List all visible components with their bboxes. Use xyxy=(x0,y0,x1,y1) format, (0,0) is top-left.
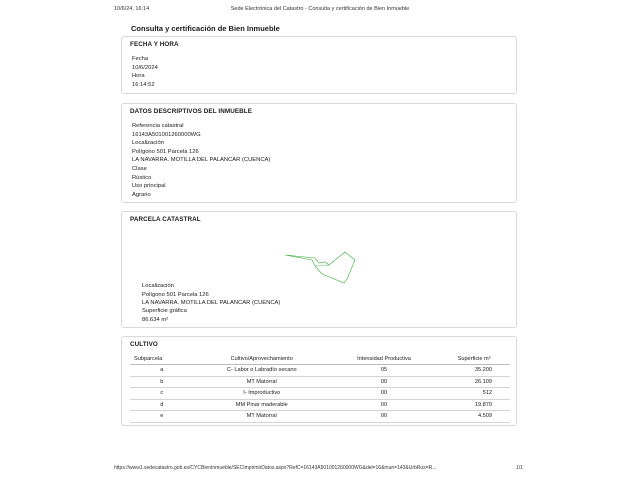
superficie-cell: 4.509 xyxy=(438,411,510,423)
superficie-value: 86.634 m² xyxy=(142,316,169,323)
superficie-label: Superficie gráfica xyxy=(142,308,187,314)
intensidad-cell: 05 xyxy=(330,365,438,377)
cultivo-title: CULTIVO xyxy=(130,341,158,348)
print-page-number: 1/1 xyxy=(516,465,523,471)
localizacion-field xyxy=(132,139,270,165)
table-row xyxy=(130,388,510,400)
fecha-hora-card xyxy=(121,36,517,94)
cultivo-header-row xyxy=(130,354,510,365)
fecha-label: Fecha xyxy=(132,56,149,62)
fecha-value: 10/6/2024 xyxy=(132,64,158,71)
referencia-value: 16143A501001260000WG xyxy=(132,131,201,138)
parcela-localizacion-value-1: Polígono 501 Parcela 126 xyxy=(142,291,209,298)
page-title: Consulta y certificación de Bien Inmueble xyxy=(131,24,280,33)
intensidad-cell: 00 xyxy=(330,399,438,411)
superficie-cell: 19.870 xyxy=(438,399,510,411)
hora-value: 16:14:52 xyxy=(132,81,155,88)
fecha-field xyxy=(132,55,158,72)
table-row xyxy=(130,411,510,423)
subparcela-cell: a xyxy=(130,365,194,377)
parcel-subdivision-line xyxy=(315,265,329,266)
col-superficie: Superficie m² xyxy=(438,354,510,365)
parcela-catastral-card xyxy=(121,211,517,328)
col-cultivo: Cultivo/Aprovechamiento xyxy=(194,354,330,365)
superficie-cell: 512 xyxy=(438,388,510,400)
cultivo-cell: MM Pinar maderable xyxy=(194,399,330,411)
localizacion-value-2: LA NAVARRA. MOTILLA DEL PALANCAR (CUENCA) xyxy=(132,157,271,164)
referencia-label: Referencia catastral xyxy=(132,123,184,129)
hora-field xyxy=(132,72,155,89)
col-subparcela: Subparcela xyxy=(130,354,194,365)
subparcela-cell: b xyxy=(130,376,194,388)
table-row xyxy=(130,399,510,411)
parcel-map xyxy=(282,234,362,284)
uso-field xyxy=(132,182,166,199)
cultivo-cell: MT Matorral xyxy=(194,411,330,423)
datos-descriptivos-card xyxy=(121,103,517,203)
col-intensidad: Intensidad Productiva xyxy=(330,354,438,365)
cultivo-cell: MT Matorral xyxy=(194,376,330,388)
parcela-localizacion-field xyxy=(142,282,280,308)
hora-label: Hora xyxy=(132,73,145,79)
superficie-cell: 26.109 xyxy=(438,376,510,388)
subparcela-cell: c xyxy=(130,388,194,400)
table-row xyxy=(130,365,510,377)
clase-value: Rústico xyxy=(132,174,152,181)
intensidad-cell: 00 xyxy=(330,411,438,423)
cultivo-table xyxy=(130,354,510,423)
subparcela-cell: d xyxy=(130,399,194,411)
datos-descriptivos-title: DATOS DESCRIPTIVOS DEL INMUEBLE xyxy=(130,108,253,115)
intensidad-cell: 00 xyxy=(330,376,438,388)
parcel-shape xyxy=(285,252,355,283)
table-row xyxy=(130,376,510,388)
cultivo-cell: I- Improductivo xyxy=(194,388,330,400)
localizacion-label: Localización xyxy=(132,140,164,146)
referencia-field xyxy=(132,122,201,139)
superficie-cell: 35.200 xyxy=(438,365,510,377)
print-datetime: 10/6/24, 16:14 xyxy=(114,6,150,12)
clase-field xyxy=(132,165,151,182)
parcela-catastral-title: PARCELA CATASTRAL xyxy=(130,216,201,223)
uso-label: Uso principal xyxy=(132,183,166,189)
parcela-localizacion-value-2: LA NAVARRA. MOTILLA DEL PALANCAR (CUENCA) xyxy=(142,300,281,307)
subparcela-cell: e xyxy=(130,411,194,423)
clase-label: Clase xyxy=(132,166,147,172)
print-header-title: Sede Electrónica del Catastro - Consulta y certificación de Bien Inmueble xyxy=(230,6,410,12)
fecha-hora-title: FECHA Y HORA xyxy=(130,41,179,48)
superficie-field xyxy=(142,307,187,324)
print-footer-url: https://www1.sedecatastro.gob.es/CYCBienInmueble/SECImprimirDatos.aspx?RefC=16143A501001260000WG&del=16&mun=143&UrbRus=R... xyxy=(114,465,437,471)
localizacion-value-1: Polígono 501 Parcela 126 xyxy=(132,148,199,155)
cultivo-card xyxy=(121,336,517,426)
uso-value: Agrario xyxy=(132,191,151,198)
intensidad-cell: 00 xyxy=(330,388,438,400)
parcela-localizacion-label: Localización xyxy=(142,283,174,289)
cultivo-cell: C- Labor o Labradío secano xyxy=(194,365,330,377)
